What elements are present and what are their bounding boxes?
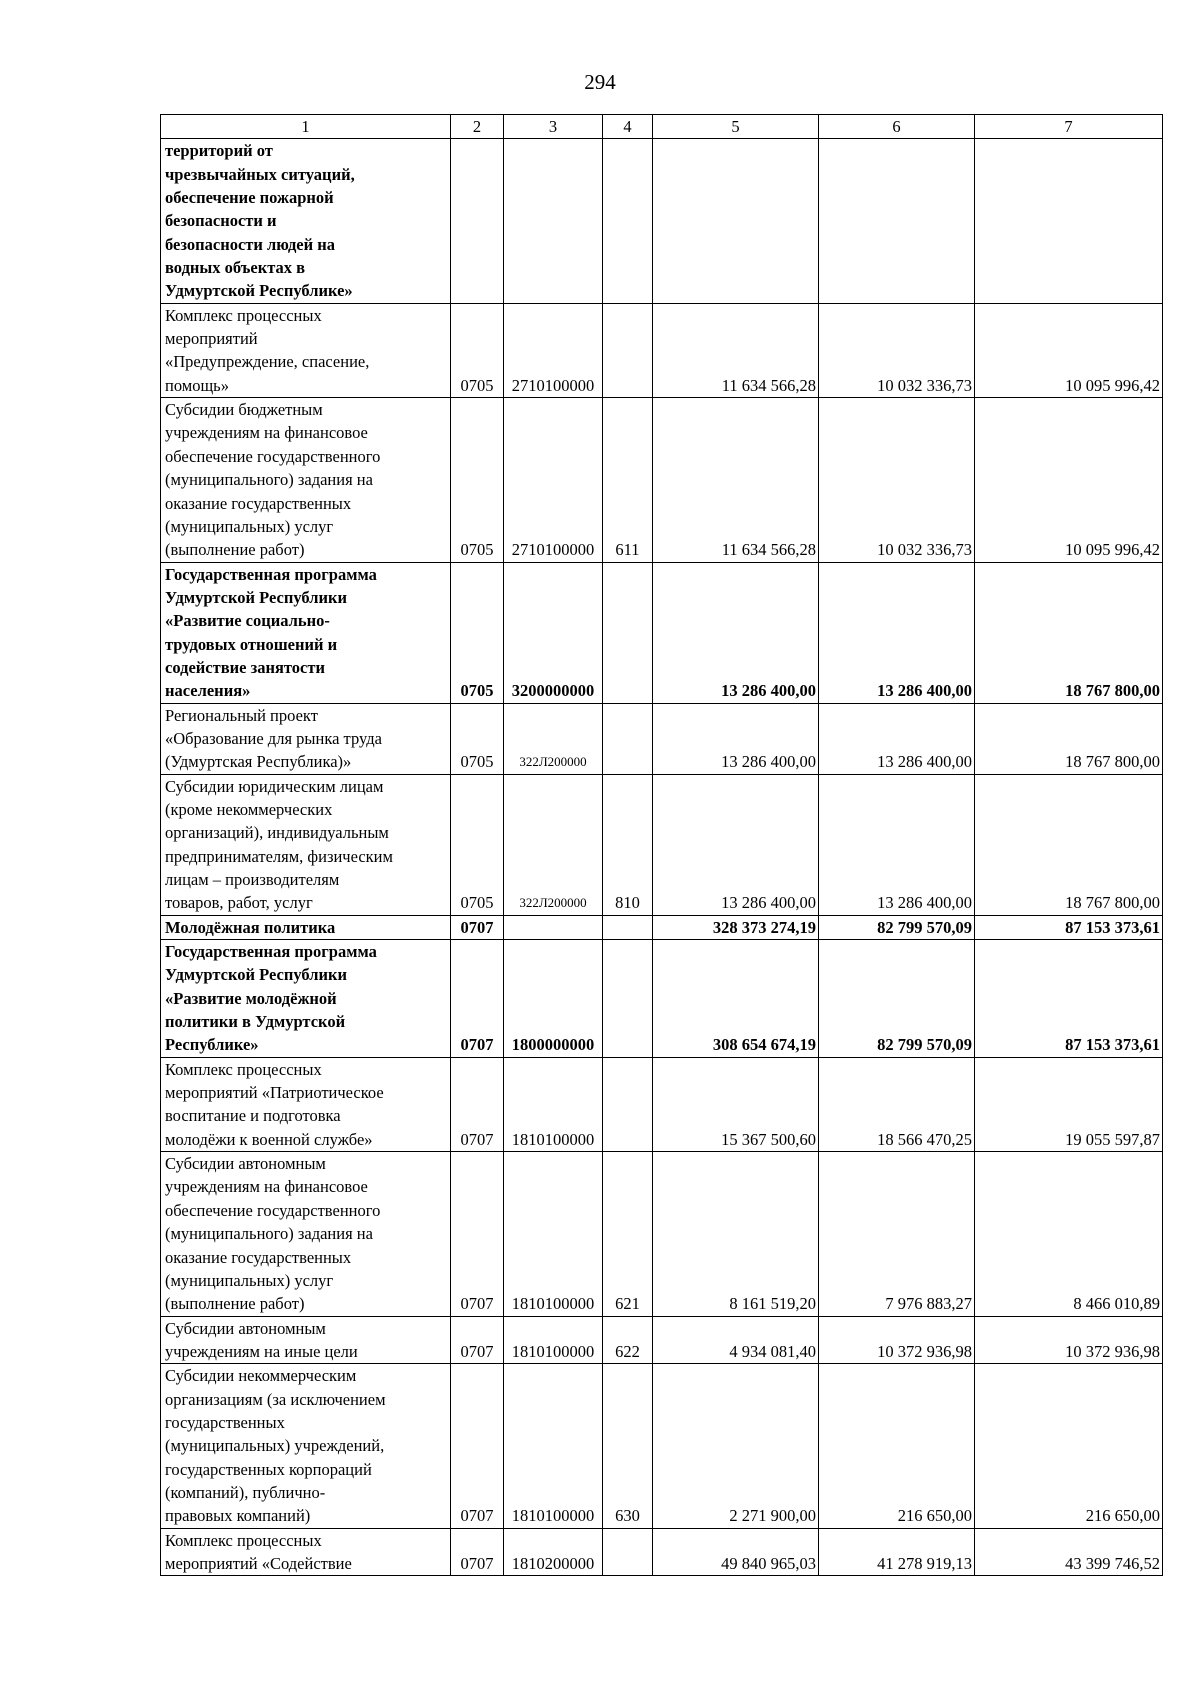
row-name-line: (компаний), публично-: [165, 1482, 326, 1502]
row-name: [161, 562, 451, 703]
amount-col7: 19 055 597,87: [975, 1057, 1163, 1151]
amount-col6: 13 286 400,00: [819, 774, 975, 915]
expense-type-code: 622: [603, 1316, 653, 1364]
row-name-line: чрезвычайных ситуаций,: [165, 164, 355, 184]
row-name: [161, 1057, 451, 1151]
amount-col6: 82 799 570,09: [819, 940, 975, 1058]
row-name-line: политики в Удмуртской: [165, 1012, 346, 1032]
header-cell: 2: [451, 115, 504, 139]
row-name-line: организаций), индивидуальным: [165, 823, 389, 843]
row-name-line: Субсидии автономным: [165, 1154, 326, 1174]
row-name-line: Субсидии бюджетным: [165, 400, 323, 420]
section-code: [451, 139, 504, 303]
row-name-line: государственных: [165, 1412, 285, 1432]
amount-col5: 13 286 400,00: [653, 562, 819, 703]
amount-col7: 10 095 996,42: [975, 398, 1163, 562]
section-code: 0705: [451, 562, 504, 703]
section-code: 0707: [451, 1316, 504, 1364]
amount-col5: 328 373 274,19: [653, 915, 819, 939]
header-cell: 6: [819, 115, 975, 139]
row-name-line: оказание государственных: [165, 1247, 352, 1267]
table-row: [161, 915, 1163, 939]
amount-col6: 41 278 919,13: [819, 1528, 975, 1576]
table-row: [161, 703, 1163, 774]
expense-type-code: 621: [603, 1152, 653, 1316]
row-name-line: безопасности и: [165, 211, 277, 231]
header-cell: 5: [653, 115, 819, 139]
section-code: 0705: [451, 398, 504, 562]
row-name-line: Удмуртской Республики: [165, 587, 347, 607]
amount-col5: 13 286 400,00: [653, 703, 819, 774]
row-name-line: организациям (за исключением: [165, 1389, 386, 1409]
target-article-code: 1810100000: [504, 1364, 603, 1528]
amount-col6: 216 650,00: [819, 1364, 975, 1528]
amount-col7: 87 153 373,61: [975, 915, 1163, 939]
amount-col7: 18 767 800,00: [975, 562, 1163, 703]
table-row: [161, 1152, 1163, 1316]
row-name-line: Комплекс процессных: [165, 1059, 322, 1079]
header-row: [161, 115, 1163, 139]
row-name-line: (Удмуртская Республика)»: [165, 752, 352, 772]
amount-col7: [975, 139, 1163, 303]
row-name-line: Удмуртской Республики: [165, 965, 347, 985]
expense-type-code: 630: [603, 1364, 653, 1528]
amount-col6: 18 566 470,25: [819, 1057, 975, 1151]
target-article-code: 322Л200000: [504, 703, 603, 774]
section-code: 0707: [451, 1152, 504, 1316]
table-row: [161, 303, 1163, 397]
expense-type-code: [603, 703, 653, 774]
row-name: [161, 398, 451, 562]
target-article-code: 322Л200000: [504, 774, 603, 915]
row-name-line: «Развитие социально-: [165, 611, 330, 631]
table-row: [161, 398, 1163, 562]
row-name-line: Комплекс процессных: [165, 1530, 322, 1550]
row-name-line: помощь»: [165, 375, 229, 395]
header-cell: 1: [161, 115, 451, 139]
row-name: [161, 1152, 451, 1316]
section-code: 0705: [451, 774, 504, 915]
table-row: [161, 562, 1163, 703]
row-name-line: (муниципального) задания на: [165, 470, 373, 490]
section-code: 0707: [451, 1528, 504, 1576]
amount-col6: 10 032 336,73: [819, 398, 975, 562]
table-row: [161, 1057, 1163, 1151]
row-name-line: воспитание и подготовка: [165, 1106, 341, 1126]
row-name-line: (муниципальных) учреждений,: [165, 1436, 385, 1456]
section-code: 0707: [451, 915, 504, 939]
expense-type-code: [603, 562, 653, 703]
row-name-line: товаров, работ, услуг: [165, 893, 313, 913]
row-name-line: территорий от: [165, 141, 273, 161]
row-name-line: государственных корпораций: [165, 1459, 372, 1479]
row-name-line: Комплекс процессных: [165, 305, 322, 325]
target-article-code: 1810100000: [504, 1316, 603, 1364]
section-code: 0707: [451, 940, 504, 1058]
amount-col7: 8 466 010,89: [975, 1152, 1163, 1316]
target-article-code: 1810200000: [504, 1528, 603, 1576]
row-name: [161, 703, 451, 774]
row-name-line: учреждениям на иные цели: [165, 1341, 358, 1361]
row-name-line: Государственная программа: [165, 942, 377, 962]
row-name-line: трудовых отношений и: [165, 634, 338, 654]
amount-col7: 43 399 746,52: [975, 1528, 1163, 1576]
row-name: [161, 915, 451, 939]
target-article-code: [504, 139, 603, 303]
row-name-line: Государственная программа: [165, 564, 377, 584]
amount-col7: 87 153 373,61: [975, 940, 1163, 1058]
amount-col5: 11 634 566,28: [653, 303, 819, 397]
table-row: [161, 940, 1163, 1058]
expense-type-code: 810: [603, 774, 653, 915]
amount-col5: 49 840 965,03: [653, 1528, 819, 1576]
row-name-line: Субсидии юридическим лицам: [165, 776, 384, 796]
table-row: [161, 1316, 1163, 1364]
row-name-line: (кроме некоммерческих: [165, 799, 333, 819]
row-name-line: обеспечение пожарной: [165, 188, 334, 208]
target-article-code: 3200000000: [504, 562, 603, 703]
amount-col5: 4 934 081,40: [653, 1316, 819, 1364]
row-name-line: Республике»: [165, 1035, 259, 1055]
target-article-code: 1800000000: [504, 940, 603, 1058]
amount-col6: 10 032 336,73: [819, 303, 975, 397]
row-name: [161, 139, 451, 303]
row-name-line: Субсидии некоммерческим: [165, 1366, 357, 1386]
row-name-line: (муниципальных) услуг: [165, 1270, 334, 1290]
row-name: [161, 1528, 451, 1576]
amount-col5: [653, 139, 819, 303]
amount-col6: 10 372 936,98: [819, 1316, 975, 1364]
table-row: [161, 1528, 1163, 1576]
row-name-line: оказание государственных: [165, 493, 352, 513]
amount-col6: [819, 139, 975, 303]
row-name: [161, 774, 451, 915]
row-name-line: Удмуртской Республике»: [165, 281, 353, 301]
section-code: 0707: [451, 1364, 504, 1528]
amount-col7: 18 767 800,00: [975, 703, 1163, 774]
amount-col6: 7 976 883,27: [819, 1152, 975, 1316]
section-code: 0707: [451, 1057, 504, 1151]
amount-col7: 10 095 996,42: [975, 303, 1163, 397]
row-name-line: обеспечение государственного: [165, 446, 381, 466]
amount-col6: 13 286 400,00: [819, 562, 975, 703]
row-name-line: мероприятий: [165, 329, 258, 349]
amount-col7: 10 372 936,98: [975, 1316, 1163, 1364]
row-name-line: (выполнение работ): [165, 540, 305, 560]
row-name-line: мероприятий «Патриотическое: [165, 1083, 384, 1103]
target-article-code: 1810100000: [504, 1057, 603, 1151]
row-name-line: населения»: [165, 681, 251, 701]
section-code: 0705: [451, 303, 504, 397]
row-name-line: обеспечение государственного: [165, 1200, 381, 1220]
expense-type-code: [603, 1057, 653, 1151]
row-name-line: учреждениям на финансовое: [165, 1177, 368, 1197]
row-name-line: «Предупреждение, спасение,: [165, 352, 370, 372]
section-code: 0705: [451, 703, 504, 774]
row-name: [161, 940, 451, 1058]
expense-type-code: [603, 303, 653, 397]
row-name-line: «Образование для рынка труда: [165, 728, 382, 748]
row-name-line: предпринимателям, физическим: [165, 846, 393, 866]
amount-col7: 18 767 800,00: [975, 774, 1163, 915]
expense-type-code: [603, 940, 653, 1058]
header-cell: 7: [975, 115, 1163, 139]
header-cell: 3: [504, 115, 603, 139]
amount-col5: 11 634 566,28: [653, 398, 819, 562]
header-cell: 4: [603, 115, 653, 139]
amount-col5: 15 367 500,60: [653, 1057, 819, 1151]
amount-col7: 216 650,00: [975, 1364, 1163, 1528]
row-name-line: молодёжи к военной службе»: [165, 1129, 373, 1149]
row-name-line: мероприятий «Содействие: [165, 1553, 352, 1573]
row-name-line: (муниципального) задания на: [165, 1224, 373, 1244]
row-name: [161, 303, 451, 397]
table-row: [161, 139, 1163, 303]
row-name: [161, 1316, 451, 1364]
amount-col5: 308 654 674,19: [653, 940, 819, 1058]
row-name-line: Молодёжная политика: [165, 917, 336, 937]
target-article-code: 1810100000: [504, 1152, 603, 1316]
row-name-line: учреждениям на финансовое: [165, 423, 368, 443]
expense-type-code: [603, 1528, 653, 1576]
table-row: [161, 1364, 1163, 1528]
expense-type-code: [603, 139, 653, 303]
target-article-code: 2710100000: [504, 303, 603, 397]
row-name-line: правовых компаний): [165, 1506, 311, 1526]
amount-col6: 13 286 400,00: [819, 703, 975, 774]
expense-type-code: 611: [603, 398, 653, 562]
row-name-line: (выполнение работ): [165, 1294, 305, 1314]
table-row: [161, 774, 1163, 915]
amount-col5: 2 271 900,00: [653, 1364, 819, 1528]
amount-col5: 8 161 519,20: [653, 1152, 819, 1316]
target-article-code: 2710100000: [504, 398, 603, 562]
row-name-line: Региональный проект: [165, 705, 318, 725]
row-name-line: лицам – производителям: [165, 870, 340, 889]
row-name-line: Субсидии автономным: [165, 1318, 326, 1338]
expense-type-code: [603, 915, 653, 939]
budget-table: [160, 114, 1163, 1576]
row-name-line: водных объектах в: [165, 258, 306, 278]
page-number: 294: [584, 70, 616, 94]
row-name-line: безопасности людей на: [165, 234, 336, 254]
row-name: [161, 1364, 451, 1528]
row-name-line: содействие занятости: [165, 657, 325, 677]
row-name-line: «Развитие молодёжной: [165, 988, 337, 1008]
amount-col5: 13 286 400,00: [653, 774, 819, 915]
row-name-line: (муниципальных) услуг: [165, 516, 334, 536]
target-article-code: [504, 915, 603, 939]
amount-col6: 82 799 570,09: [819, 915, 975, 939]
